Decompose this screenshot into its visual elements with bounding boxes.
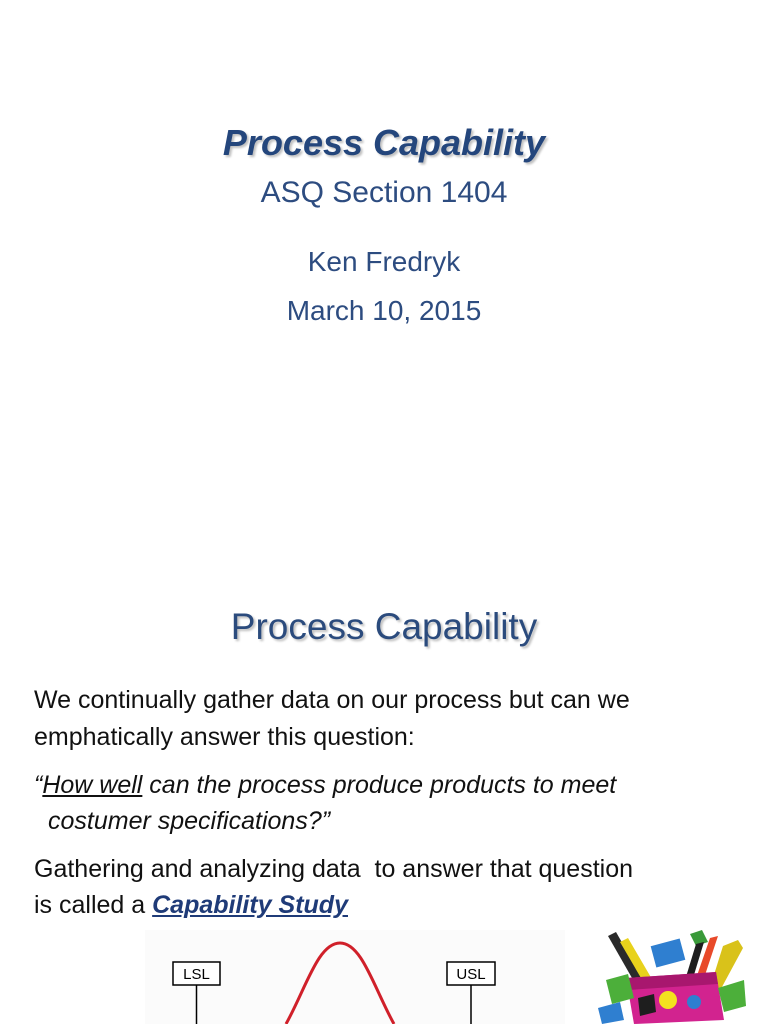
- quote-line-1: [34, 767, 616, 803]
- capability-study-emphasis: Capability Study: [152, 891, 348, 919]
- lsl-label: LSL: [183, 966, 210, 983]
- slide-1-subtitle: ASQ Section 1404: [260, 176, 508, 209]
- slide-1-title: Process Capability: [222, 122, 546, 163]
- paragraph-1-line-1: We continually gather data on our process but can we: [34, 686, 630, 714]
- quote-rest: can the process produce products to meet: [142, 771, 617, 799]
- slide-2-title: Process Capability: [230, 606, 538, 647]
- open-quote: “: [34, 771, 43, 799]
- tools-icon: [598, 930, 746, 1024]
- tools-clipart: [598, 928, 748, 1024]
- paragraph-2-line-2: [34, 887, 348, 923]
- paragraph-2-prefix: is called a: [34, 891, 153, 919]
- paragraph-2-line-1: Gathering and analyzing data to answer that question: [34, 855, 634, 883]
- quote-emphasis: How well: [42, 771, 143, 799]
- usl-label: USL: [456, 966, 486, 983]
- slide-1-date: March 10, 2015: [286, 295, 482, 326]
- slide-1-author: Ken Fredryk: [307, 246, 461, 277]
- quote-line-2: costumer specifications?”: [48, 807, 331, 835]
- paragraph-1-line-2: emphatically answer this question:: [34, 723, 415, 751]
